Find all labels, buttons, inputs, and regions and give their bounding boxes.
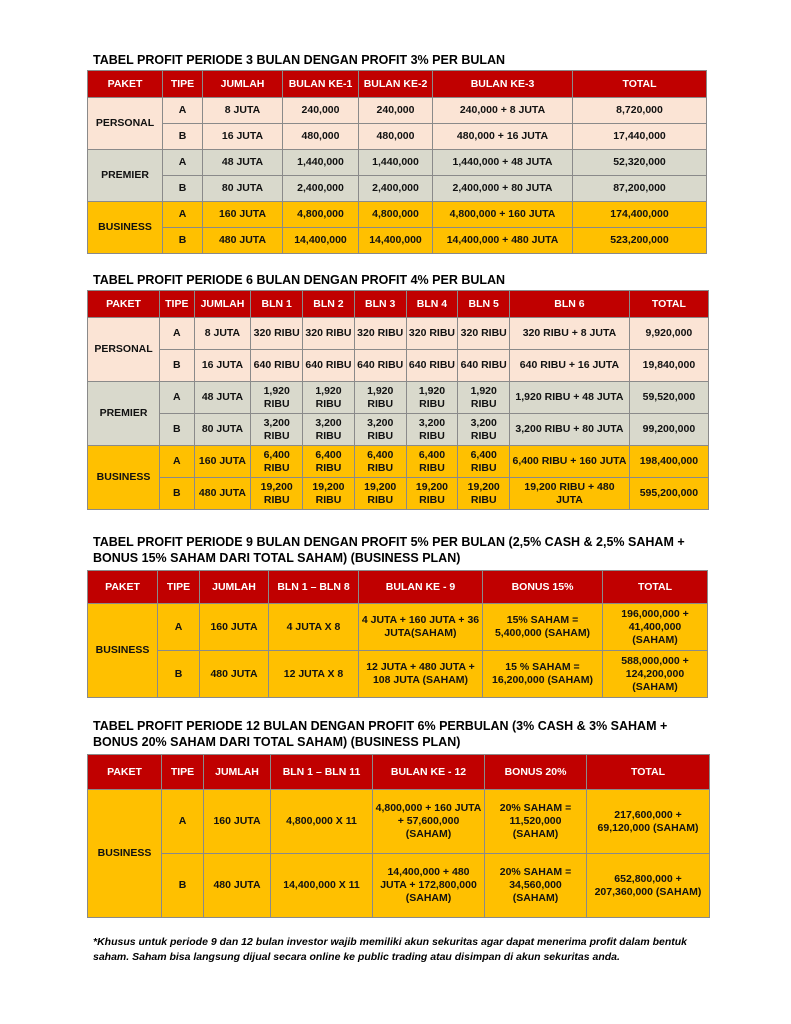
table-cell: A xyxy=(163,150,203,176)
table-cell: 320 RIBU xyxy=(458,318,510,350)
table-cell: 320 RIBU xyxy=(406,318,458,350)
table-cell: B xyxy=(163,176,203,202)
table-cell: 20% SAHAM = 34,560,000 (SAHAM) xyxy=(485,854,587,918)
column-header: PAKET xyxy=(88,291,160,318)
table-cell: 640 RIBU + 16 JUTA xyxy=(510,350,630,382)
table-cell: 640 RIBU xyxy=(354,350,406,382)
package-cell: PERSONAL xyxy=(88,98,163,150)
table-cell: 6,400 RIBU xyxy=(406,446,458,478)
column-header: BULAN KE - 9 xyxy=(359,571,483,604)
profit-table-6-months xyxy=(87,290,709,510)
table-cell: 19,200 RIBU xyxy=(303,478,355,510)
table3-title: TABEL PROFIT PERIODE 9 BULAN DENGAN PROFIT 5% PER BULAN (2,5% CASH & 2,5% SAHAM + BONUS 15% SAHAM DARI TOTAL SAHAM) (BUSINESS PLAN) xyxy=(93,535,685,565)
table-cell: A xyxy=(163,98,203,124)
column-header: PAKET xyxy=(88,71,163,98)
table-cell: A xyxy=(160,446,195,478)
table-cell: 196,000,000 + 41,400,000 (SAHAM) xyxy=(603,604,708,651)
table-cell: 19,200 RIBU xyxy=(458,478,510,510)
table-cell: 17,440,000 xyxy=(573,124,707,150)
table-cell: 19,200 RIBU xyxy=(406,478,458,510)
column-header: JUMLAH xyxy=(194,291,251,318)
table-cell: 6,400 RIBU xyxy=(303,446,355,478)
table-cell: 523,200,000 xyxy=(573,228,707,254)
table-cell: 1,920 RIBU xyxy=(303,382,355,414)
column-header: JUMLAH xyxy=(204,755,271,790)
table-cell: B xyxy=(163,124,203,150)
table-row xyxy=(88,854,710,918)
table-cell: 80 JUTA xyxy=(203,176,283,202)
table-cell: 4,800,000 + 160 JUTA xyxy=(433,202,573,228)
table-cell: 480,000 xyxy=(359,124,433,150)
table-cell: 12 JUTA X 8 xyxy=(269,651,359,698)
table-row xyxy=(88,124,707,150)
table-cell: 14,400,000 xyxy=(283,228,359,254)
table-row xyxy=(88,446,709,478)
column-header: BONUS 15% xyxy=(483,571,603,604)
table-cell: 15% SAHAM = 5,400,000 (SAHAM) xyxy=(483,604,603,651)
table-row xyxy=(88,98,707,124)
header-row xyxy=(88,571,708,604)
table-cell: 160 JUTA xyxy=(204,790,271,854)
table-cell: B xyxy=(160,478,195,510)
table-row xyxy=(88,318,709,350)
column-header: BULAN KE-1 xyxy=(283,71,359,98)
table-cell: B xyxy=(163,228,203,254)
table-cell: 6,400 RIBU xyxy=(354,446,406,478)
table-cell: 320 RIBU xyxy=(354,318,406,350)
table-cell: 48 JUTA xyxy=(203,150,283,176)
table-cell: 160 JUTA xyxy=(203,202,283,228)
table-cell: 87,200,000 xyxy=(573,176,707,202)
table-cell: 1,440,000 + 48 JUTA xyxy=(433,150,573,176)
table-cell: 320 RIBU + 8 JUTA xyxy=(510,318,630,350)
table-row xyxy=(88,202,707,228)
table-cell: 19,200 RIBU xyxy=(251,478,303,510)
column-header: PAKET xyxy=(88,571,158,604)
table1-title: TABEL PROFIT PERIODE 3 BULAN DENGAN PROFIT 3% PER BULAN xyxy=(93,53,506,67)
table-cell: 1,920 RIBU xyxy=(406,382,458,414)
table-cell: 3,200 RIBU xyxy=(251,414,303,446)
profit-table-9-months xyxy=(87,570,708,698)
column-header: BLN 6 xyxy=(510,291,630,318)
table-cell: 480 JUTA xyxy=(204,854,271,918)
table-cell: 8,720,000 xyxy=(573,98,707,124)
column-header: TIPE xyxy=(162,755,204,790)
column-header: BLN 4 xyxy=(406,291,458,318)
package-cell: BUSINESS xyxy=(88,604,158,698)
table-cell: A xyxy=(160,318,195,350)
table-row xyxy=(88,790,710,854)
table-cell: 48 JUTA xyxy=(194,382,251,414)
column-header: TOTAL xyxy=(587,755,710,790)
table-cell: 3,200 RIBU xyxy=(406,414,458,446)
package-cell: PERSONAL xyxy=(88,318,160,382)
table-cell: 15 % SAHAM = 16,200,000 (SAHAM) xyxy=(483,651,603,698)
table-cell: 160 JUTA xyxy=(200,604,269,651)
table-cell: A xyxy=(158,604,200,651)
table-cell: A xyxy=(160,382,195,414)
column-header: TIPE xyxy=(158,571,200,604)
table-row xyxy=(88,150,707,176)
column-header: TOTAL xyxy=(629,291,708,318)
table-cell: 3,200 RIBU + 80 JUTA xyxy=(510,414,630,446)
table-cell: 160 JUTA xyxy=(194,446,251,478)
table-cell: 320 RIBU xyxy=(251,318,303,350)
column-header: JUMLAH xyxy=(200,571,269,604)
table-cell: 174,400,000 xyxy=(573,202,707,228)
table-cell: 640 RIBU xyxy=(251,350,303,382)
table-cell: 99,200,000 xyxy=(629,414,708,446)
table-cell: B xyxy=(160,414,195,446)
table-cell: 480,000 xyxy=(283,124,359,150)
table-cell: 3,200 RIBU xyxy=(303,414,355,446)
table-cell: 59,520,000 xyxy=(629,382,708,414)
table-cell: 6,400 RIBU xyxy=(458,446,510,478)
column-header: TIPE xyxy=(160,291,195,318)
table-cell: 4,800,000 xyxy=(283,202,359,228)
table-cell: 20% SAHAM = 11,520,000 (SAHAM) xyxy=(485,790,587,854)
column-header: BULAN KE - 12 xyxy=(373,755,485,790)
package-cell: PREMIER xyxy=(88,150,163,202)
table-cell: 8 JUTA xyxy=(194,318,251,350)
table-cell: 52,320,000 xyxy=(573,150,707,176)
table-cell: A xyxy=(162,790,204,854)
table4-title: TABEL PROFIT PERIODE 12 BULAN DENGAN PROFIT 6% PERBULAN (3% CASH & 3% SAHAM + BONUS 20% SAHAM DARI TOTAL SAHAM) (BUSINESS PLAN) xyxy=(93,719,668,749)
table-cell: 652,800,000 + 207,360,000 (SAHAM) xyxy=(587,854,710,918)
table-cell: 320 RIBU xyxy=(303,318,355,350)
table-cell: 640 RIBU xyxy=(458,350,510,382)
table-cell: 6,400 RIBU + 160 JUTA xyxy=(510,446,630,478)
package-cell: BUSINESS xyxy=(88,446,160,510)
table2-title: TABEL PROFIT PERIODE 6 BULAN DENGAN PROFIT 4% PER BULAN xyxy=(93,273,506,287)
table-cell: A xyxy=(163,202,203,228)
table-cell: 4 JUTA + 160 JUTA + 36 JUTA(SAHAM) xyxy=(359,604,483,651)
table-cell: 14,400,000 xyxy=(359,228,433,254)
table-row xyxy=(88,382,709,414)
package-cell: PREMIER xyxy=(88,382,160,446)
table-row xyxy=(88,651,708,698)
table-cell: 480,000 + 16 JUTA xyxy=(433,124,573,150)
profit-table-3-months xyxy=(87,70,707,254)
table-cell: 198,400,000 xyxy=(629,446,708,478)
table-cell: 14,400,000 X 11 xyxy=(271,854,373,918)
column-header: BULAN KE-3 xyxy=(433,71,573,98)
column-header: BLN 1 – BLN 8 xyxy=(269,571,359,604)
table-row xyxy=(88,478,709,510)
table-cell: 640 RIBU xyxy=(406,350,458,382)
table-cell: 1,920 RIBU xyxy=(251,382,303,414)
table-cell: 1,920 RIBU + 48 JUTA xyxy=(510,382,630,414)
table-cell: 480 JUTA xyxy=(194,478,251,510)
column-header: BLN 1 xyxy=(251,291,303,318)
header-row xyxy=(88,755,710,790)
table-cell: B xyxy=(160,350,195,382)
table-cell: 1,440,000 xyxy=(283,150,359,176)
table-cell: 16 JUTA xyxy=(203,124,283,150)
column-header: TIPE xyxy=(163,71,203,98)
table-cell: 80 JUTA xyxy=(194,414,251,446)
table-cell: 588,000,000 + 124,200,000 (SAHAM) xyxy=(603,651,708,698)
table-row xyxy=(88,604,708,651)
table-cell: 19,840,000 xyxy=(629,350,708,382)
table-cell: 2,400,000 + 80 JUTA xyxy=(433,176,573,202)
column-header: TOTAL xyxy=(573,71,707,98)
table-cell: 14,400,000 + 480 JUTA + 172,800,000 (SAHAM) xyxy=(373,854,485,918)
table-cell: 240,000 xyxy=(359,98,433,124)
table-cell: B xyxy=(158,651,200,698)
table-cell: 4,800,000 + 160 JUTA + 57,600,000 (SAHAM) xyxy=(373,790,485,854)
column-header: BLN 3 xyxy=(354,291,406,318)
header-row xyxy=(88,71,707,98)
table-cell: 1,920 RIBU xyxy=(354,382,406,414)
column-header: BLN 1 – BLN 11 xyxy=(271,755,373,790)
table-cell: 480 JUTA xyxy=(203,228,283,254)
table-cell: 1,440,000 xyxy=(359,150,433,176)
table-cell: 240,000 xyxy=(283,98,359,124)
column-header: BULAN KE-2 xyxy=(359,71,433,98)
footnote: *Khusus untuk periode 9 dan 12 bulan investor wajib memiliki akun sekuritas agar dapat menerima profit dalam bentuk saham. Saham bisa langsung dijual secara online ke public trading atau disimpan di akun sekuritas anda. xyxy=(93,936,687,963)
table-row xyxy=(88,414,709,446)
header-row xyxy=(88,291,709,318)
table-cell: 4,800,000 xyxy=(359,202,433,228)
table-cell: 3,200 RIBU xyxy=(458,414,510,446)
table-cell: 480 JUTA xyxy=(200,651,269,698)
table-cell: 640 RIBU xyxy=(303,350,355,382)
package-cell: BUSINESS xyxy=(88,790,162,918)
column-header: TOTAL xyxy=(603,571,708,604)
column-header: JUMLAH xyxy=(203,71,283,98)
table-cell: 8 JUTA xyxy=(203,98,283,124)
table-cell: 14,400,000 + 480 JUTA xyxy=(433,228,573,254)
table-cell: 3,200 RIBU xyxy=(354,414,406,446)
column-header: BONUS 20% xyxy=(485,755,587,790)
table-cell: 16 JUTA xyxy=(194,350,251,382)
table-cell: 217,600,000 + 69,120,000 (SAHAM) xyxy=(587,790,710,854)
table-cell: 4 JUTA X 8 xyxy=(269,604,359,651)
profit-table-12-months xyxy=(87,754,710,918)
table-cell: 19,200 RIBU + 480 JUTA xyxy=(510,478,630,510)
table-row xyxy=(88,350,709,382)
table-cell: 1,920 RIBU xyxy=(458,382,510,414)
column-header: BLN 5 xyxy=(458,291,510,318)
column-header: PAKET xyxy=(88,755,162,790)
package-cell: BUSINESS xyxy=(88,202,163,254)
table-cell: 2,400,000 xyxy=(359,176,433,202)
table-cell: 6,400 RIBU xyxy=(251,446,303,478)
table-cell: 9,920,000 xyxy=(629,318,708,350)
table-cell: 240,000 + 8 JUTA xyxy=(433,98,573,124)
table-cell: 595,200,000 xyxy=(629,478,708,510)
table-cell: 4,800,000 X 11 xyxy=(271,790,373,854)
table-cell: 12 JUTA + 480 JUTA + 108 JUTA (SAHAM) xyxy=(359,651,483,698)
table-row xyxy=(88,176,707,202)
table-cell: B xyxy=(162,854,204,918)
table-row xyxy=(88,228,707,254)
table-cell: 2,400,000 xyxy=(283,176,359,202)
column-header: BLN 2 xyxy=(303,291,355,318)
table-cell: 19,200 RIBU xyxy=(354,478,406,510)
